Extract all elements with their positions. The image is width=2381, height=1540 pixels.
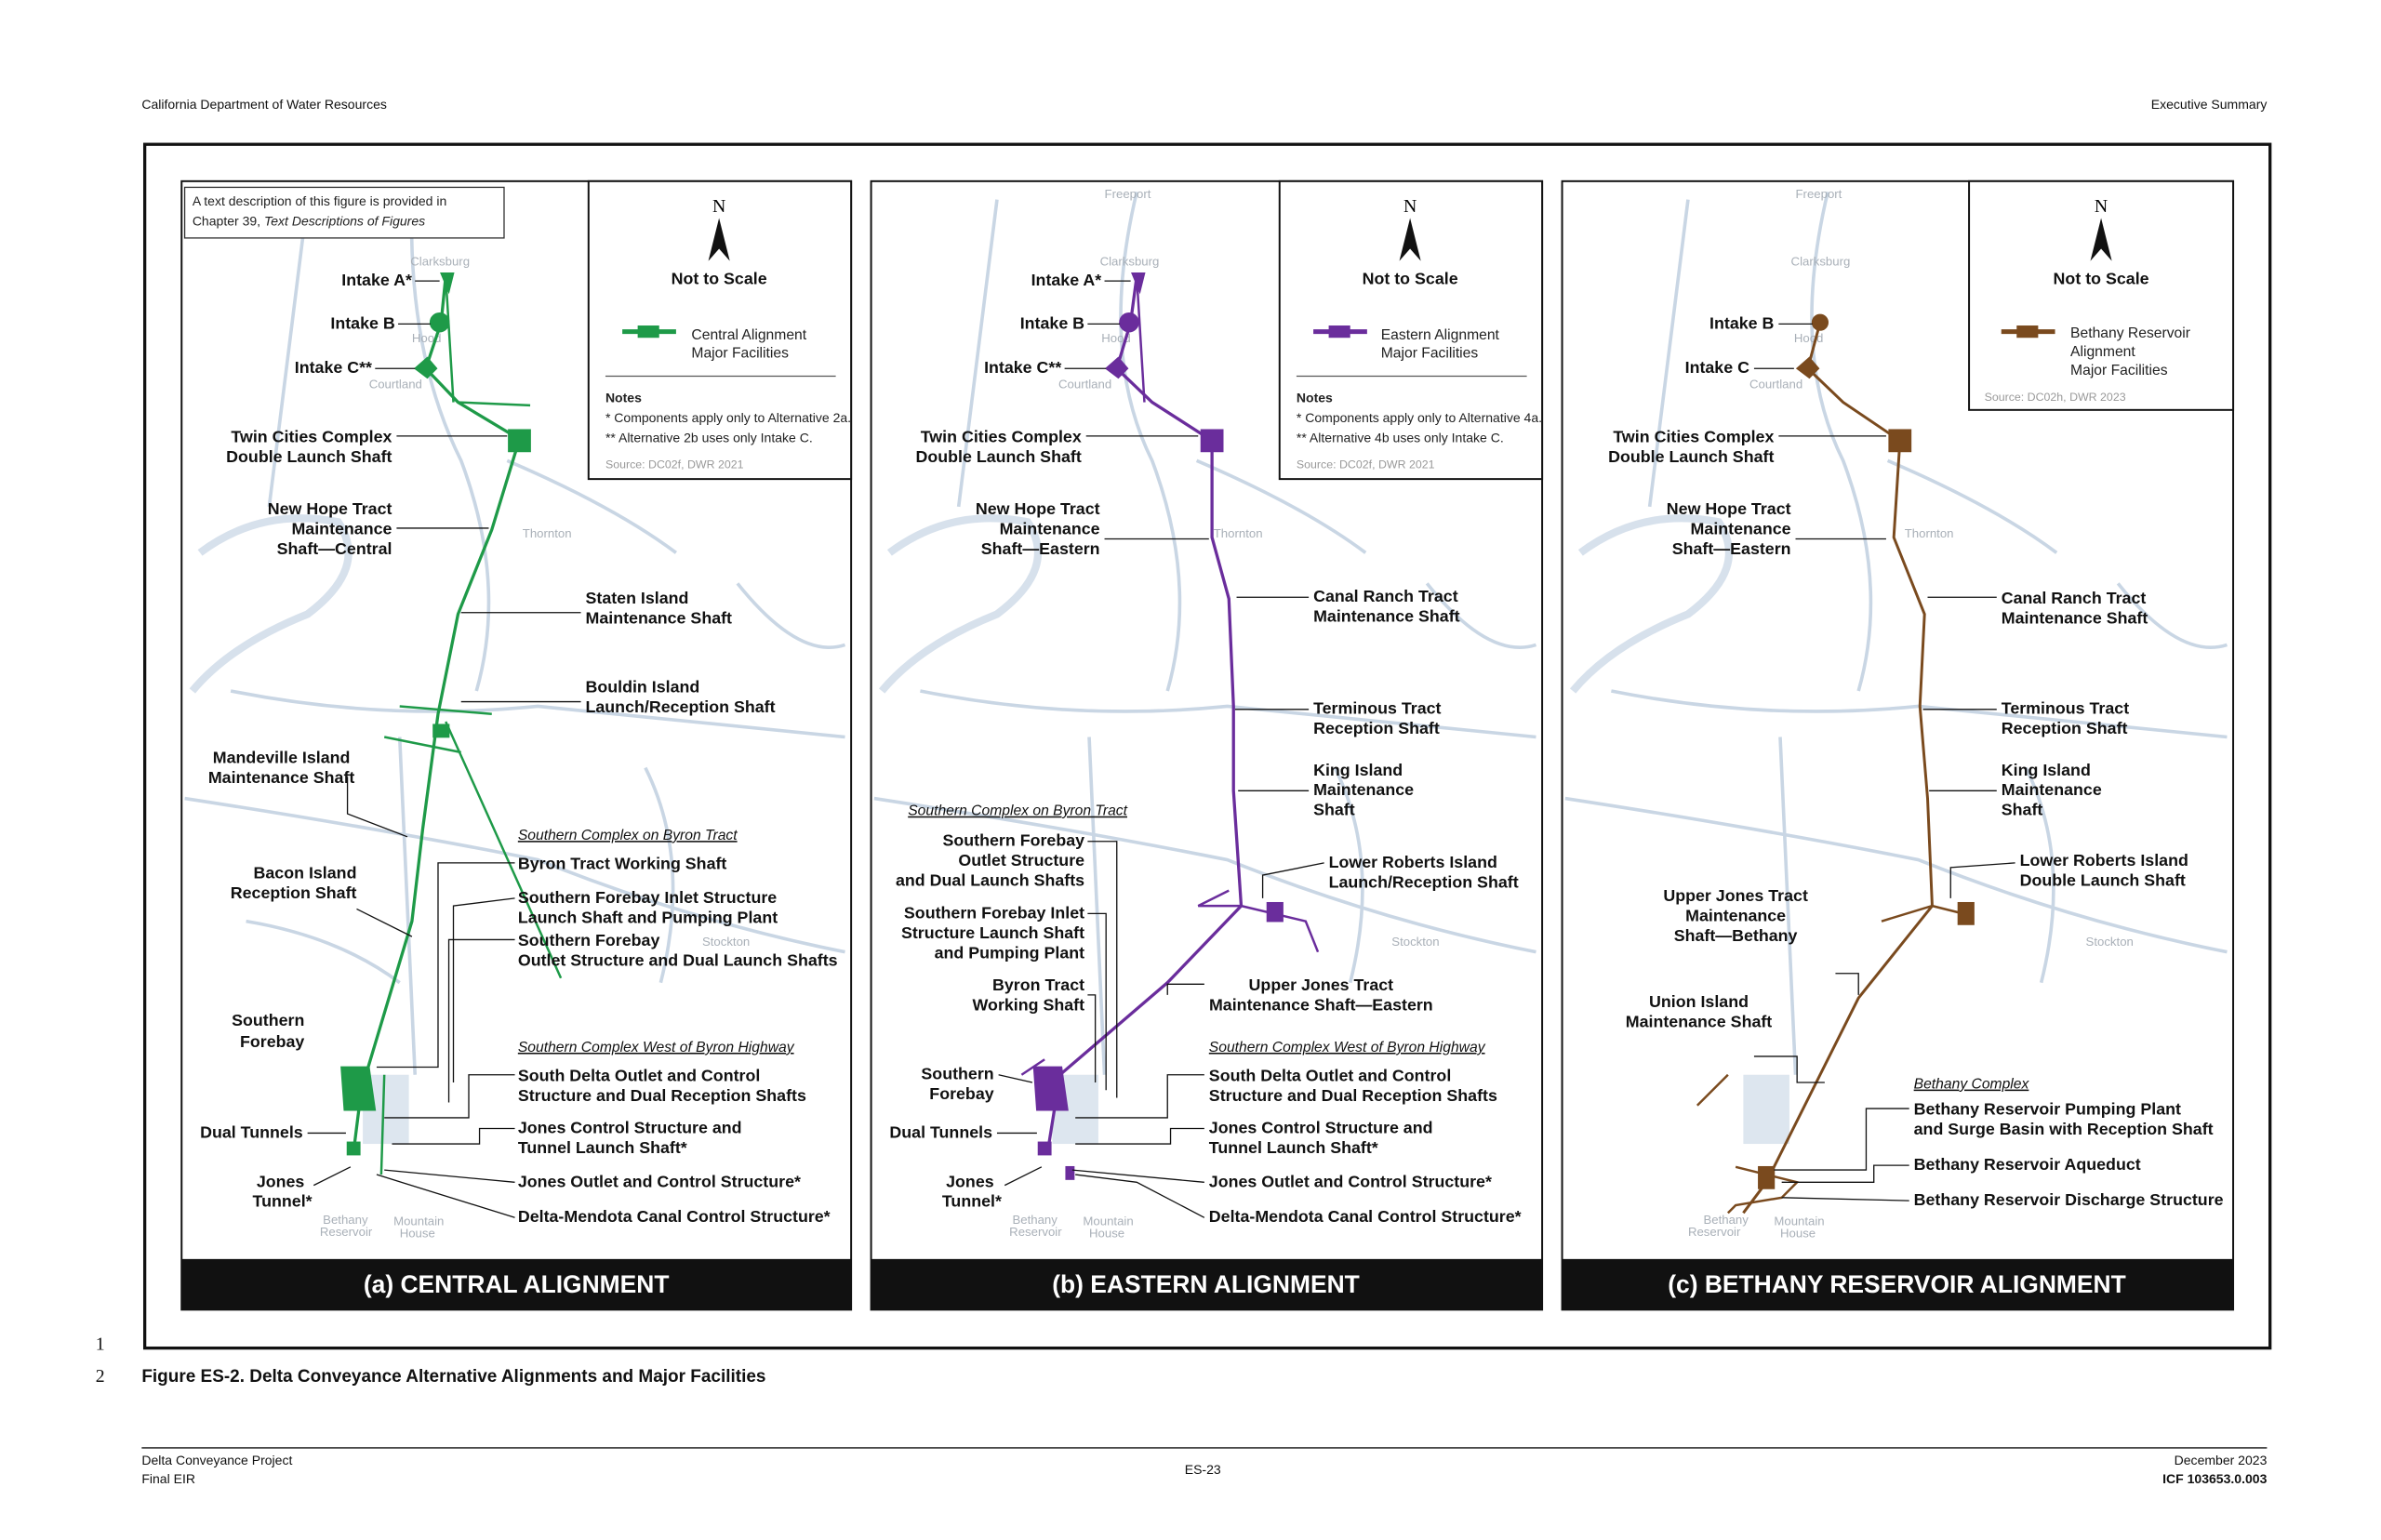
label: Maintenance	[999, 519, 1100, 538]
panel-title-bethany: (c) BETHANY RESERVOIR ALIGNMENT	[1668, 1270, 2126, 1299]
label: Shaft—Eastern	[980, 539, 1100, 559]
label: Double Launch Shaft	[2019, 870, 2186, 890]
place-clarksburg: Clarksburg	[410, 254, 471, 269]
label-intake-c: Intake C**	[984, 358, 1062, 378]
label: Maintenance Shaft	[1313, 606, 1460, 626]
panel-central	[181, 181, 851, 1310]
place-stockton: Stockton	[701, 935, 751, 949]
legend-central	[589, 181, 851, 479]
figure-caption: Figure ES-2. Delta Conveyance Alternative Alignments and Major Facilities	[141, 1366, 766, 1387]
label: Union Island	[1649, 992, 1749, 1012]
legend-label: Bethany Reservoir	[2070, 325, 2190, 342]
label: King Island	[1313, 760, 1403, 779]
footer-doc: Final EIR	[141, 1470, 195, 1486]
source-label: Source: DC02f, DWR 2021	[1296, 458, 1435, 471]
label-intake-c: Intake C**	[294, 358, 372, 378]
note-2: ** Alternative 4b uses only Intake C.	[1296, 430, 1504, 445]
label: Maintenance	[291, 519, 392, 538]
label: Twin Cities Complex	[231, 427, 392, 446]
label: Jones Outlet and Control Structure*	[1208, 1172, 1492, 1191]
place-freeport: Freeport	[1104, 186, 1151, 201]
label: Maintenance	[1313, 780, 1415, 800]
place-reservoir: Reservoir	[1687, 1225, 1741, 1240]
label: Bethany Reservoir Discharge Structure	[1913, 1190, 2224, 1210]
scale-label: Not to Scale	[1362, 269, 1458, 288]
label: and Dual Launch Shafts	[895, 870, 1085, 890]
place-courtland: Courtland	[1058, 377, 1112, 392]
label: Shaft—Eastern	[1671, 539, 1791, 559]
label: Double Launch Shaft	[915, 446, 1082, 466]
label: New Hope Tract	[1666, 499, 1791, 519]
label: Southern Complex West of Byron Highway	[517, 1039, 794, 1055]
label: Tunnel*	[252, 1191, 313, 1211]
place-thornton: Thornton	[522, 525, 572, 540]
label: Southern Forebay	[942, 830, 1085, 850]
label: Southern	[232, 1010, 305, 1029]
notes-title: Notes	[1296, 390, 1333, 405]
label: Launch Shaft and Pumping Plant	[517, 908, 778, 927]
legend-label: Eastern Alignment	[1380, 326, 1499, 343]
label: Bacon Island	[253, 863, 357, 883]
label: Bouldin Island	[585, 677, 700, 697]
place-mountain: Mountain	[1083, 1214, 1134, 1228]
place-courtland: Courtland	[1749, 377, 1803, 392]
label: and Surge Basin with Reception Shaft	[1913, 1120, 2214, 1139]
label: Reception Shaft	[230, 883, 357, 902]
label-intake-a: Intake A*	[341, 271, 412, 290]
label: Dual Tunnels	[200, 1122, 303, 1142]
label: Southern Complex on Byron Tract	[908, 803, 1127, 819]
page-number: ES-23	[1184, 1462, 1221, 1478]
footer-icf: ICF 103653.0.003	[2162, 1470, 2268, 1486]
label: King Island	[2001, 760, 2091, 779]
label: Reception Shaft	[2001, 719, 2128, 738]
label: Jones Outlet and Control Structure*	[517, 1172, 801, 1191]
label: South Delta Outlet and Control	[1208, 1066, 1452, 1085]
label: Structure Launch Shaft	[900, 923, 1085, 942]
label: Canal Ranch Tract	[1313, 587, 1458, 606]
label: Bethany Reservoir Aqueduct	[1913, 1155, 2141, 1175]
scale-label: Not to Scale	[2053, 269, 2149, 288]
legend-label: Central Alignment	[691, 326, 807, 343]
place-mountain: Mountain	[393, 1214, 445, 1228]
place-stockton: Stockton	[1391, 935, 1440, 949]
north-label: N	[2094, 195, 2108, 217]
label: Maintenance Shaft	[207, 768, 355, 788]
label: Maintenance Shaft—Eastern	[1208, 995, 1433, 1015]
label: Double Launch Shaft	[226, 446, 392, 466]
label: Byron Tract	[991, 975, 1085, 994]
place-courtland: Courtland	[368, 377, 422, 392]
legend-label: Major Facilities	[1380, 345, 1479, 362]
header-right: Executive Summary	[2150, 97, 2268, 113]
label: Jones Control Structure and	[517, 1118, 742, 1137]
place-house: House	[1089, 1226, 1125, 1241]
note-2: ** Alternative 2b uses only Intake C.	[605, 430, 813, 445]
label: Double Launch Shaft	[1608, 446, 1775, 466]
footer-project: Delta Conveyance Project	[141, 1453, 293, 1468]
label: Byron Tract Working Shaft	[517, 854, 727, 873]
label: Reception Shaft	[1313, 719, 1440, 738]
place-clarksburg: Clarksburg	[1099, 254, 1160, 269]
label: Working Shaft	[972, 995, 1085, 1015]
north-label: N	[1403, 195, 1417, 217]
legend-eastern	[1280, 181, 1542, 479]
place-hood: Hood	[411, 331, 442, 346]
label: Twin Cities Complex	[920, 427, 1082, 446]
place-thornton: Thornton	[1904, 525, 1954, 540]
north-label: N	[712, 195, 726, 217]
label: Tunnel Launch Shaft*	[1208, 1137, 1378, 1157]
label: Structure and Dual Reception Shafts	[1208, 1085, 1497, 1105]
panel-title-eastern: (b) EASTERN ALIGNMENT	[1052, 1270, 1360, 1299]
label: New Hope Tract	[267, 499, 392, 519]
label: Lower Roberts Island	[1328, 852, 1497, 871]
label: Southern Forebay Inlet	[903, 903, 1085, 923]
label: Shaft—Bethany	[1673, 926, 1798, 946]
place-mountain: Mountain	[1774, 1214, 1825, 1228]
panel-title-central: (a) CENTRAL ALIGNMENT	[363, 1270, 670, 1299]
place-reservoir: Reservoir	[319, 1225, 373, 1240]
legend-label: Alignment	[2070, 344, 2135, 361]
label: Bethany Reservoir Pumping Plant	[1913, 1099, 2181, 1119]
label: Outlet Structure and Dual Launch Shafts	[517, 950, 838, 970]
label: Southern Forebay	[517, 931, 660, 950]
note-1: * Components apply only to Alternative 2a.	[605, 410, 852, 426]
label: Maintenance Shaft	[1625, 1012, 1773, 1031]
label: Terminous Tract	[1313, 698, 1442, 718]
label: Tunnel*	[941, 1191, 1002, 1211]
label: South Delta Outlet and Control	[517, 1066, 761, 1085]
label: Delta-Mendota Canal Control Structure*	[1208, 1207, 1522, 1227]
label: Forebay	[929, 1084, 994, 1104]
label: Delta-Mendota Canal Control Structure*	[517, 1207, 831, 1227]
line-number: 1	[95, 1334, 105, 1355]
place-house: House	[399, 1226, 435, 1241]
label: Terminous Tract	[2001, 698, 2130, 718]
label: Launch/Reception Shaft	[585, 697, 776, 717]
header-left: California Department of Water Resources	[141, 97, 387, 113]
place-bethany: Bethany	[323, 1212, 368, 1227]
label: Southern	[921, 1064, 994, 1083]
label: Twin Cities Complex	[1613, 427, 1775, 446]
label: Maintenance Shaft	[2001, 608, 2148, 628]
label: Upper Jones Tract	[1663, 886, 1808, 906]
panel-bethany	[1563, 181, 2234, 1310]
place-thornton: Thornton	[1213, 525, 1263, 540]
note-1: * Components apply only to Alternative 4a.	[1296, 410, 1543, 426]
label: Tunnel Launch Shaft*	[517, 1137, 687, 1157]
label: Maintenance Shaft	[585, 608, 733, 628]
label: Staten Island	[585, 588, 689, 607]
label: Structure and Dual Reception Shafts	[517, 1085, 806, 1105]
label: Southern Complex on Byron Tract	[517, 828, 738, 844]
label: Shaft	[2001, 800, 2043, 819]
label-intake-a: Intake A*	[1031, 271, 1102, 290]
place-house: House	[1780, 1226, 1816, 1241]
label-intake-b: Intake B	[1019, 313, 1085, 333]
label-intake-b: Intake B	[1709, 313, 1775, 333]
note-line1: A text description of this figure is provided in	[192, 193, 447, 209]
label: Dual Tunnels	[889, 1122, 993, 1142]
legend-bethany	[1969, 181, 2233, 410]
label: Maintenance	[2001, 780, 2102, 800]
label: Upper Jones Tract	[1248, 975, 1394, 994]
note-line2: Chapter 39, Text Descriptions of Figures	[192, 213, 426, 229]
label: Bethany Complex	[1913, 1076, 2029, 1093]
label-intake-b: Intake B	[330, 313, 395, 333]
label-intake-c: Intake C	[1684, 358, 1749, 378]
legend-label: Major Facilities	[691, 345, 789, 362]
place-bethany: Bethany	[1703, 1212, 1749, 1227]
place-freeport: Freeport	[1795, 186, 1842, 201]
label: Canal Ranch Tract	[2001, 588, 2147, 607]
label: Maintenance	[1685, 906, 1787, 925]
label: Shaft—Central	[276, 539, 392, 559]
place-hood: Hood	[1101, 331, 1131, 346]
label: Mandeville Island	[212, 748, 351, 767]
label: Outlet Structure	[958, 851, 1085, 870]
legend-label: Major Facilities	[2070, 362, 2168, 378]
line-number: 2	[95, 1365, 105, 1387]
place-clarksburg: Clarksburg	[1790, 254, 1851, 269]
label: Jones	[946, 1172, 994, 1191]
scale-label: Not to Scale	[671, 269, 767, 288]
place-stockton: Stockton	[2085, 935, 2134, 949]
label: Maintenance	[1690, 519, 1791, 538]
panel-eastern	[871, 181, 1543, 1310]
label: Southern Complex West of Byron Highway	[1208, 1039, 1485, 1055]
label: and Pumping Plant	[934, 943, 1085, 962]
source-label: Source: DC02h, DWR 2023	[1984, 390, 2126, 404]
label: Shaft	[1313, 800, 1355, 819]
source-label: Source: DC02f, DWR 2021	[605, 458, 744, 471]
place-bethany: Bethany	[1012, 1212, 1057, 1227]
label: Jones	[256, 1172, 305, 1191]
place-reservoir: Reservoir	[1009, 1225, 1062, 1240]
label: New Hope Tract	[975, 499, 1100, 519]
place-hood: Hood	[1793, 331, 1824, 346]
label: Forebay	[239, 1032, 305, 1052]
label: Jones Control Structure and	[1208, 1118, 1433, 1137]
label: Launch/Reception Shaft	[1328, 872, 1519, 892]
label: Lower Roberts Island	[2019, 851, 2188, 870]
notes-title: Notes	[605, 390, 642, 405]
label: Southern Forebay Inlet Structure	[517, 887, 778, 907]
footer-date: December 2023	[2174, 1453, 2268, 1468]
